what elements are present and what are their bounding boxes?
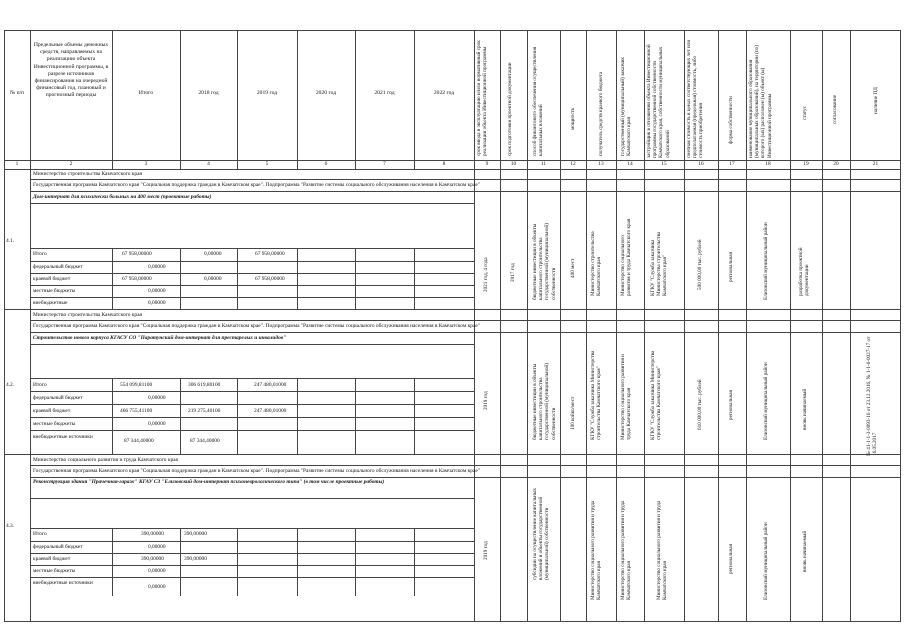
cell-c19: разработка проектной документации <box>798 247 811 296</box>
row-total: 554 099,81100 <box>120 382 153 388</box>
col-number: 10 <box>510 161 517 167</box>
header-col16: сметная стоимость в ценах соответствующих лет или предполагаемая (предельная) стоимость, либо стоимость приобретения <box>686 39 705 158</box>
col-divider <box>746 30 747 622</box>
row-number: 4.2. <box>6 382 15 388</box>
col-divider <box>355 30 356 169</box>
col-divider <box>414 248 415 309</box>
row-label: Итого <box>33 531 47 537</box>
program-label: Государственная программа Камчатского края "Социальная поддержка граждан в Камчатском крае". Подпрограмма "Развитие системы социального обслуживания населения в Камчатском крае" <box>33 468 480 474</box>
cell-c11: субсидии на осуществление капитальных вложений в объекты государственной (муниципальной) собственности <box>532 487 551 580</box>
cell-c13: Министерство строительства Камчатского края <box>590 231 603 296</box>
col-number: 21 <box>872 161 879 167</box>
col-number: 19 <box>803 161 809 167</box>
row-total: 0,00000 <box>148 584 166 590</box>
col-divider <box>112 248 113 309</box>
number-row-divider <box>4 169 901 170</box>
header-col3: Итого <box>138 90 154 96</box>
col-divider <box>586 30 587 622</box>
col-number: 12 <box>570 161 576 167</box>
col-number: 18 <box>765 161 771 167</box>
object-title: Строительство нового корпуса КГАСУ СО "Паратунский дом-интернат для престарелых и инвалидов" <box>33 335 287 341</box>
header-col14: государственный (муниципальный) заказчик Камчатского края <box>620 57 633 156</box>
row-2018: 0,00000 <box>204 276 222 282</box>
row-number: 4.3. <box>6 523 15 529</box>
header-col18: наименование муниципального образования (муниципальных образований), на территории (по) которого (ых) расположен (ы) объект (ы) Инвестиционной программы <box>748 45 773 158</box>
cell-c14: Министерство социального развития и труда Камчатского края <box>620 218 633 296</box>
col-number: 3 <box>144 161 148 167</box>
col-divider <box>237 528 238 596</box>
section-line <box>30 465 901 466</box>
col-divider <box>414 30 415 169</box>
section-line <box>30 332 901 333</box>
row-label: краевой бюджет <box>33 556 71 562</box>
header-col12: мощность <box>570 107 576 130</box>
row-label: Итого <box>33 251 47 257</box>
col-number: 17 <box>729 161 735 167</box>
program-label: Государственная программа Камчатского края "Социальная поддержка граждан в Камчатском крае". Подпрограмма "Развитие системы социального обслуживания населения в Камчатском крае" <box>33 182 480 188</box>
cell-c16: 610 000,00 тыс. рублей <box>697 379 703 430</box>
col-number: 8 <box>442 161 446 167</box>
col-divider <box>644 30 645 622</box>
object-title: Дом-интернат для психически больных на 400 мест (проектные работы) <box>33 194 212 200</box>
cell-c15: Министерство социального развития и труда Камчатского края <box>656 500 669 600</box>
col-divider <box>112 528 113 596</box>
cell-c9: 2019 год <box>483 541 489 560</box>
cell-c19: вновь начинаемый <box>802 388 808 430</box>
row-label: Итого <box>33 382 47 388</box>
row-2018: 306 619,80100 <box>188 382 221 388</box>
header-col10: срок подготовки проектной документации <box>507 62 513 156</box>
section-line <box>30 498 474 499</box>
row-2018: 87 344,40000 <box>190 438 220 444</box>
col-divider <box>237 30 238 169</box>
program-label: Государственная программа Камчатского края "Социальная поддержка граждан в Камчатском крае". Подпрограмма "Развитие системы социального обслуживания населения в Камчатском крае" <box>33 323 480 329</box>
row-total: 0,00000 <box>148 288 166 294</box>
row-2019: 247 480,01000 <box>254 382 287 388</box>
col-number: 4 <box>207 161 210 167</box>
col-divider <box>355 378 356 454</box>
header-col15: застройщик в отношении объекта Инвестиционной программы государственной собственности Камчатского края, собственности муниципальных образований <box>646 44 671 158</box>
col-divider <box>237 378 238 454</box>
row-label: внебюджетные <box>33 300 68 306</box>
ministry-label: Министерство строительства Камчатского края <box>33 171 142 177</box>
header-col8: 2022 год <box>433 90 455 96</box>
row-2018: 219 275,40100 <box>188 408 221 414</box>
row-label: внебюджетные источники <box>33 434 93 440</box>
row-label: внебюджетные источники <box>33 580 93 586</box>
cell-c10: 2017 год <box>510 263 516 282</box>
row-total: 67 958,00000 <box>122 251 152 257</box>
cell-c14: Министерство социального развития и труда Камчатского края <box>620 500 633 600</box>
header-col13: получатель средств краевого бюджета <box>598 71 604 156</box>
row-2019: 67 958,00000 <box>255 276 285 282</box>
section-line <box>30 344 474 345</box>
cell-c18: Елизовский муниципальный район <box>763 222 769 300</box>
col-divider <box>237 248 238 309</box>
header-col19: статус <box>802 106 808 120</box>
row-line <box>30 404 474 405</box>
row-label: федеральный бюджет <box>33 395 83 401</box>
col-number: 2 <box>69 161 73 167</box>
header-col21: наличие ПД <box>873 87 879 114</box>
row-total: 390,00000 <box>141 531 164 537</box>
header-col17: форма собственности <box>728 96 734 144</box>
row-total: 0,00000 <box>148 568 166 574</box>
row-line <box>30 565 474 566</box>
col-divider <box>684 30 685 622</box>
col-divider <box>30 30 31 622</box>
col-divider <box>297 528 298 596</box>
row-line <box>30 430 474 431</box>
col-divider <box>850 30 851 622</box>
col-number: 9 <box>485 161 489 167</box>
col-divider <box>180 248 181 309</box>
row-label: федеральный бюджет <box>33 264 83 270</box>
col-divider <box>355 248 356 309</box>
row-line <box>30 273 474 274</box>
row-2018: 390,00000 <box>184 556 207 562</box>
cell-c16: 500 000,00 тыс. рублей <box>697 239 703 290</box>
col-divider <box>355 528 356 596</box>
section-line <box>4 309 901 310</box>
header-col5: 2019 год <box>256 90 278 96</box>
col-number: 1 <box>15 161 19 167</box>
col-number: 6 <box>324 161 328 167</box>
row-label: местные бюджеты <box>33 568 76 574</box>
cell-c12: 400 мест <box>570 258 576 278</box>
col-number: 7 <box>383 161 386 167</box>
cell-c18: Елизовский муниципальный район <box>763 362 769 440</box>
col-divider <box>616 30 617 622</box>
section-line <box>30 477 901 478</box>
col-number: 20 <box>833 161 839 167</box>
cell-c17: региональная <box>728 252 734 282</box>
row-line <box>30 417 474 418</box>
col-divider <box>560 30 561 622</box>
row-line <box>30 553 474 554</box>
col-divider <box>414 378 415 454</box>
col-number: 11 <box>540 161 547 167</box>
header-col9: срок ввода в эксплуатацию и/или нормативный срок реализации объекта Инвестиционной программы <box>476 40 489 156</box>
row-label: местные бюджеты <box>33 288 76 294</box>
cell-c15: КГКУ "Служба заказчика Министерства строительства Камчатского края" <box>650 350 663 440</box>
row-label: федеральный бюджет <box>33 544 83 550</box>
col-divider <box>180 378 181 454</box>
header-col7: 2021 год <box>374 90 395 96</box>
header-col4: 2018 год <box>198 90 219 96</box>
cell-c19: вновь начинаемый <box>802 530 808 572</box>
cell-c11: бюджетные инвестиции в объекты капитального строительства государственной (муниципальной) собственности <box>532 223 557 300</box>
section-line <box>30 203 474 204</box>
row-total: 0,00000 <box>148 395 166 401</box>
row-number: 4.1. <box>6 238 15 244</box>
cell-c12: 100 койко/мест <box>570 396 576 430</box>
section-line <box>4 454 901 455</box>
cell-c21: № 41-1-1-3-0093-16 от 23.12.2016, № 1-1-6-0027-17 от 16.05.2017 <box>866 336 879 456</box>
header-col20: согласование <box>832 94 838 124</box>
col-divider <box>790 30 791 622</box>
row-line <box>30 378 474 379</box>
col-divider <box>297 30 298 169</box>
cell-c14: Министерство социального развития и труда Камчатского края <box>620 354 633 440</box>
row-2019: 67 958,00000 <box>255 251 285 257</box>
col-number: 14 <box>627 161 633 167</box>
row-line <box>30 248 474 249</box>
row-total: 466 755,41100 <box>120 408 153 414</box>
cell-c9: 2021 год, 4 года <box>483 257 489 292</box>
ministry-label: Министерство социального развития и труда Камчатского края <box>33 457 179 463</box>
row-2018: 0,00000 <box>204 251 222 257</box>
row-line <box>30 391 474 392</box>
row-label: краевой бюджет <box>33 408 71 414</box>
row-2019: 247 480,01000 <box>254 408 287 414</box>
col-divider <box>414 528 415 596</box>
col-divider <box>822 30 823 622</box>
col-divider <box>500 30 501 622</box>
col-number: 15 <box>661 161 667 167</box>
col-number: 16 <box>698 161 704 167</box>
section-line <box>30 179 901 180</box>
row-label: краевой бюджет <box>33 276 71 282</box>
col-divider <box>718 30 719 622</box>
col-divider <box>297 248 298 309</box>
row-total: 0,00000 <box>148 544 166 550</box>
cell-c17: региональная <box>728 390 734 420</box>
col-divider <box>180 528 181 596</box>
object-title: Реконструкция здания "Прачечная-гараж" КГАУ СЗ "Елизовский дом-интернат психоневрологического типа" (в том числе проектные работы) <box>33 479 385 485</box>
cell-c11: бюджетные инвестиции в объекты капитального строительства государственной (муниципальной) собственности <box>532 363 557 440</box>
ministry-label: Министерство строительства Камчатского края <box>33 312 142 318</box>
col-divider <box>180 30 181 169</box>
row-total: 67 958,00000 <box>122 276 152 282</box>
row-line <box>30 577 474 578</box>
cell-c17: региональная <box>728 544 734 574</box>
col-number: 5 <box>265 161 269 167</box>
header-col11: способ финансового обеспечения осуществления капитальных вложений <box>532 46 545 156</box>
row-line <box>30 541 474 542</box>
row-total: 0,00000 <box>148 264 166 270</box>
col-divider <box>527 30 528 622</box>
row-total: 0,00000 <box>148 300 166 306</box>
row-2018: 390,00000 <box>184 531 207 537</box>
header-col2: Предельные объемы денежных средств, направляемых на реализацию объекта Инвестиционной программы, в разрезе источников финансирования на очередной финансовый год, плановый и прогнозный периоды <box>33 42 109 99</box>
row-line <box>30 261 474 262</box>
row-line <box>30 528 474 529</box>
section-line <box>30 191 901 192</box>
cell-c9: 2019 год <box>483 391 489 410</box>
row-total: 87 344,40000 <box>124 438 154 444</box>
header-col1: № п/п <box>9 90 25 96</box>
col-divider <box>112 30 113 169</box>
row-label: местные бюджеты <box>33 421 76 427</box>
col-divider <box>297 378 298 454</box>
row-total: 0,00000 <box>148 421 166 427</box>
header-col6: 2020 год <box>315 90 337 96</box>
row-line <box>30 285 474 286</box>
col-number: 13 <box>598 161 604 167</box>
section-line <box>30 320 901 321</box>
cell-c13: КГКУ "Служба заказчика Министерства строительства Камчатского края" <box>590 350 603 440</box>
row-total: 390,00000 <box>141 556 164 562</box>
row-line <box>30 297 474 298</box>
cell-c18: Елизовский муниципальный район <box>763 522 769 600</box>
cell-c15: КГКУ "Служба заказчика Министерства строительства Камчатского края" <box>650 231 669 296</box>
col-divider <box>112 378 113 454</box>
cell-c13: Министерство социального развития и труда Камчатского края <box>590 500 603 600</box>
